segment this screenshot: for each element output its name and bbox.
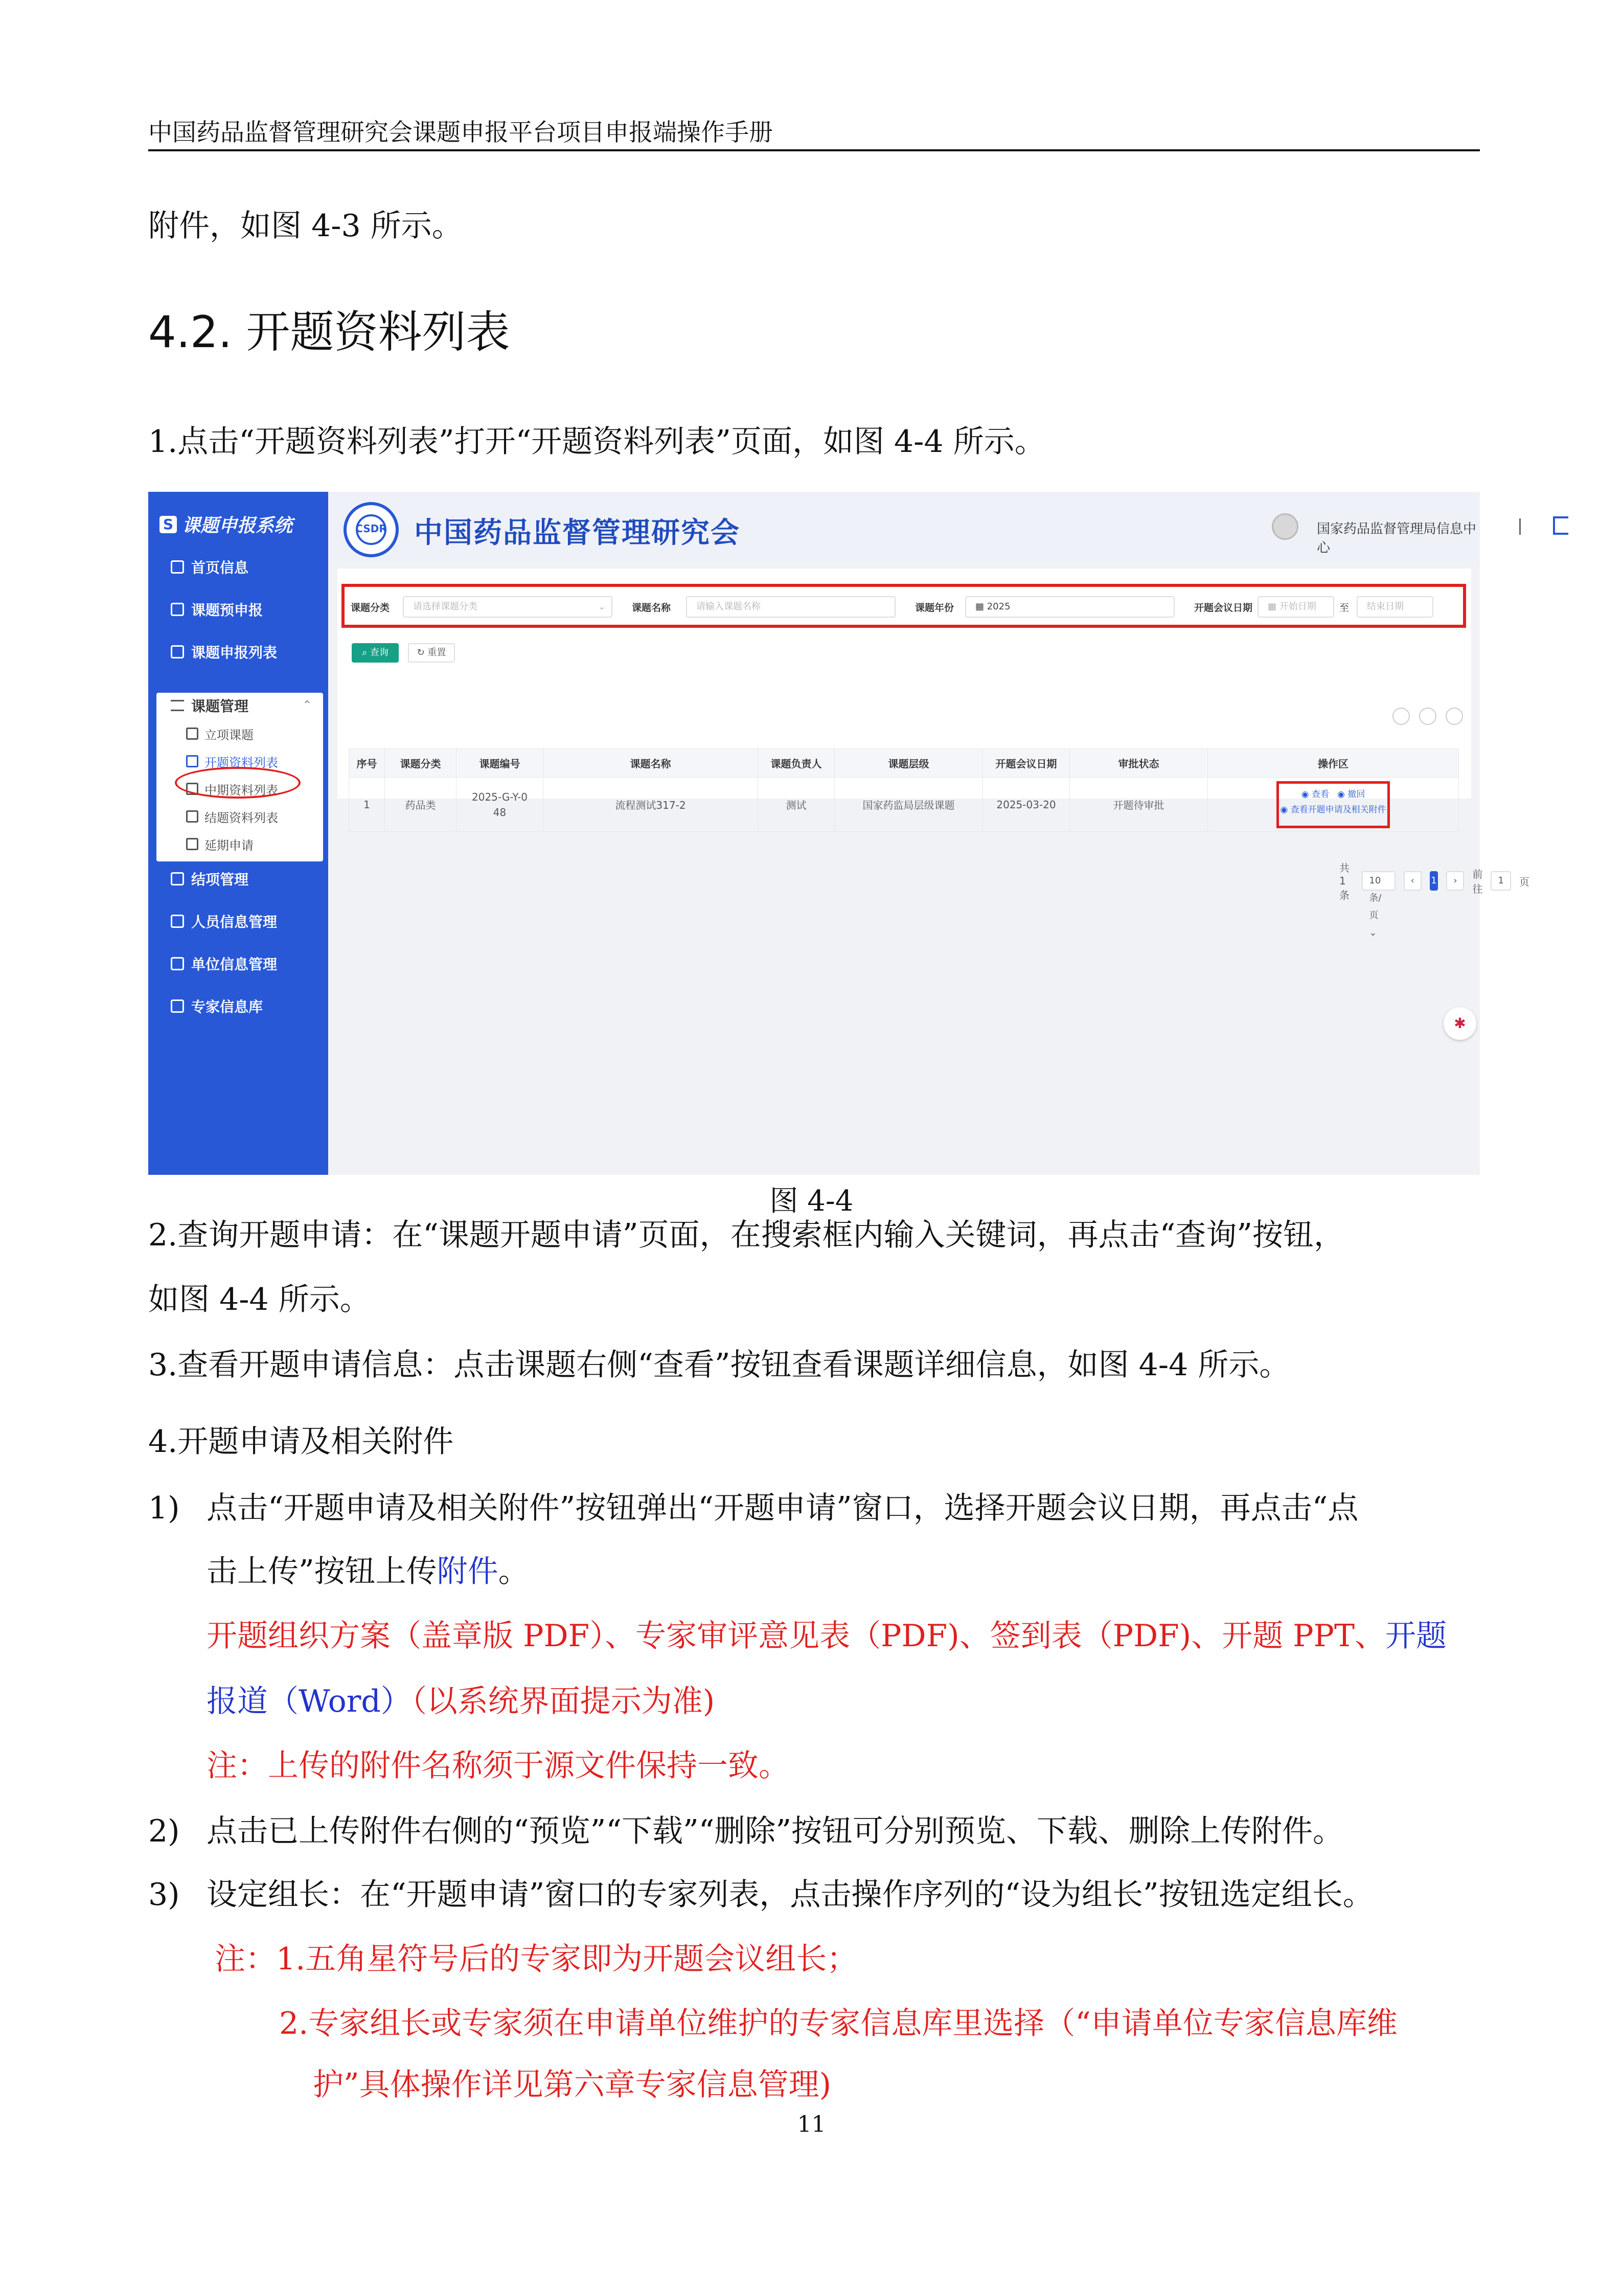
ops-highlight: [1276, 781, 1390, 828]
cell-ops: [1208, 778, 1459, 832]
category-label: 课题分类: [351, 602, 390, 613]
note-2-line-1: 2.专家组长或专家须在申请单位维护的专家信息库里选择（“申请单位专家信息库维: [279, 2006, 1398, 2041]
step-2-line-2: 如图 4-4 所示。: [148, 1282, 371, 1317]
table-header-cell: 序号: [349, 749, 385, 778]
header-rule: [148, 149, 1480, 151]
screenshot-figure: [148, 492, 1529, 1175]
year-label: 课题年份: [915, 602, 954, 613]
withdraw-link[interactable]: ◉ 撤回: [1337, 789, 1365, 800]
user-name: 国家药品监督管理局信息中心: [1317, 521, 1477, 556]
doc-icon: [186, 838, 198, 850]
table-row: [349, 778, 1459, 832]
cell-category: 药品类: [385, 778, 456, 832]
columns-icon[interactable]: [1446, 708, 1463, 725]
table-header-cell: 课题名称: [543, 749, 758, 778]
item-1-attachment-list-cont: 报道（Word）（以系统界面提示为准): [207, 1684, 715, 1719]
sliders-icon: [171, 700, 184, 711]
nav-closing[interactable]: 结项管理: [148, 866, 328, 892]
top-bar: [328, 492, 1480, 561]
cell-level: 国家药监局层级课题: [835, 778, 983, 832]
item-3-num: 3): [148, 1877, 180, 1913]
nav-sub-item-active[interactable]: 开题资料列表: [156, 748, 323, 775]
note-1: 注：1.五角星符号后的专家即为开题会议组长；: [215, 1941, 858, 1977]
range-to: 至: [1339, 602, 1350, 613]
chevron-down-icon: ⌄: [1369, 927, 1377, 938]
table-header-cell: 操作区: [1208, 749, 1459, 778]
logout-icon[interactable]: [1553, 516, 1568, 535]
chevron-down-icon: ⌄: [598, 602, 605, 611]
item-2-num: 2): [148, 1813, 180, 1849]
current-page[interactable]: 1: [1430, 871, 1438, 891]
divider: [1519, 518, 1521, 535]
refresh-icon: ↻: [417, 647, 428, 658]
table-header-cell: 课题负责人: [758, 749, 835, 778]
step-3: 3.查看开题申请信息：点击课题右侧“查看”按钮查看课题详细信息，如图 4-4 所示。: [148, 1347, 1290, 1383]
nav-sub-item[interactable]: 延期申请: [156, 831, 323, 857]
start-date-input[interactable]: ▦ 开始日期: [1258, 596, 1334, 618]
table-header-cell: 课题编号: [456, 749, 543, 778]
doc-icon: [186, 728, 198, 740]
search-toggle-icon[interactable]: [1392, 708, 1410, 725]
view-link[interactable]: ◉ 查看: [1301, 789, 1329, 800]
next-page-button[interactable]: [1446, 871, 1464, 891]
cell-date: 2025-03-20: [983, 778, 1070, 832]
doc-icon: [186, 810, 198, 823]
pagination: [1339, 860, 1529, 938]
chevron-right-icon: ›: [1453, 875, 1457, 886]
table-header-cell: 开题会议日期: [983, 749, 1070, 778]
calendar-icon: ▦: [975, 601, 987, 612]
list-icon: [171, 999, 184, 1013]
item-1-note: 注：上传的附件名称须于源文件保持一致。: [207, 1748, 789, 1784]
avatar[interactable]: [1272, 513, 1298, 540]
user-icon: [171, 915, 184, 928]
list-icon: [171, 645, 184, 658]
goto-label: 前往: [1472, 868, 1483, 895]
eye-icon: ◉: [1301, 789, 1312, 800]
list-icon: [171, 957, 184, 970]
year-picker[interactable]: ▦ 2025: [965, 596, 1175, 618]
step-2-line-1: 2.查询开题申请：在“课题开题申请”页面，在搜索框内输入关键词，再点击“查询”按钮，: [148, 1217, 1344, 1253]
nav-personnel[interactable]: 人员信息管理: [148, 908, 328, 934]
nav-manage[interactable]: 课题管理 ⌃: [156, 693, 323, 718]
attachment-term: 附件: [437, 1554, 498, 1589]
item-1-line-1: 点击“开题申请及相关附件”按钮弹出“开题申请”窗口，选择开题会议日期，再点击“点: [207, 1490, 1359, 1526]
prev-page-button[interactable]: [1404, 871, 1422, 891]
item-2-text: 点击已上传附件右侧的“预览”“下载”“删除”按钮可分别预览、下载、删除上传附件。: [207, 1813, 1344, 1849]
nav-experts[interactable]: 专家信息库: [148, 993, 328, 1019]
nav-sub-item[interactable]: 结题资料列表: [156, 803, 323, 830]
refresh-icon[interactable]: [1419, 708, 1436, 725]
total-count: 共 1 条: [1339, 862, 1350, 901]
attachment-link[interactable]: ◉ 查看开题申请及相关附件: [1280, 805, 1386, 815]
name-input[interactable]: 请输入课题名称: [686, 596, 896, 618]
edit-icon: [171, 603, 184, 616]
name-label: 课题名称: [632, 602, 671, 613]
org-emblem: [344, 502, 399, 557]
eye-icon: ◉: [1337, 789, 1348, 800]
floating-assistant-icon[interactable]: ✱: [1444, 1007, 1476, 1040]
cell-name: 流程测试317-2: [543, 778, 758, 832]
cell-code: 2025-G-Y-048: [456, 778, 543, 832]
highlight-ellipse: [175, 767, 301, 799]
intro-line: 附件，如图 4-3 所示。: [148, 208, 463, 244]
nav-pre-apply[interactable]: 课题预申报: [148, 597, 328, 622]
table-header-cell: 审批状态: [1070, 749, 1208, 778]
search-bar-highlight: [341, 584, 1466, 628]
item-1-attachment-list: 开题组织方案（盖章版 PDF）、专家审评意见表（PDF)、签到表（PDF)、开题 PPT、开题: [207, 1618, 1447, 1654]
goto-input[interactable]: 1: [1491, 871, 1511, 891]
nav-home[interactable]: 首页信息: [148, 554, 328, 580]
page-number: 11: [797, 2111, 826, 2138]
end-date-input[interactable]: 结束日期: [1357, 596, 1433, 618]
table-header-cell: 课题层级: [835, 749, 983, 778]
step-1: 1.点击“开题资料列表”打开“开题资料列表”页面，如图 4-4 所示。: [148, 424, 1045, 460]
page-size-select[interactable]: 10条/页 ⌄: [1362, 871, 1395, 891]
item-1-num: 1): [148, 1490, 180, 1526]
emblem-text: CSDR: [355, 522, 387, 535]
cell-status: 开题待审批: [1070, 778, 1208, 832]
sidebar: [148, 492, 328, 1175]
content-panel: [337, 569, 1529, 938]
running-header: 中国药品监督管理研究会课题申报平台项目申报端操作手册: [148, 119, 773, 147]
note-2-line-2: 护”具体操作详见第六章专家信息管理): [313, 2067, 832, 2103]
search-icon: ⌕: [362, 647, 370, 658]
app-logo: [159, 511, 292, 537]
reset-button[interactable]: ↻ 重置: [408, 643, 455, 663]
page-unit: 页: [1519, 875, 1529, 888]
item-1-line-2: 击上传”按钮上传附件。: [207, 1554, 529, 1589]
chevron-left-icon: ‹: [1410, 875, 1414, 886]
chevron-up-icon: ⌃: [302, 699, 312, 712]
calendar-icon: ▦: [1268, 601, 1279, 612]
step-4: 4.开题申请及相关附件: [148, 1424, 454, 1460]
logo-icon: S: [159, 516, 177, 533]
meeting-date-label: 开题会议日期: [1194, 602, 1253, 613]
cell-index: 1: [349, 778, 385, 832]
nav-sub-item[interactable]: 中期资料列表: [156, 776, 323, 802]
home-icon: [171, 560, 184, 574]
data-table: [349, 748, 1459, 832]
doc-icon: [186, 755, 198, 767]
table-header-cell: 课题分类: [385, 749, 456, 778]
nav-sub-item[interactable]: 立项课题: [156, 720, 323, 747]
item-3-text: 设定组长：在“开题申请”窗口的专家列表，点击操作序列的“设为组长”按钮选定组长。: [207, 1877, 1374, 1913]
org-name: 中国药品监督管理研究会: [414, 516, 740, 550]
eye-icon: ◉: [1280, 805, 1291, 815]
section-title: 4.2. 开题资料列表: [148, 307, 510, 358]
nav-apply-list[interactable]: 课题申报列表: [148, 639, 328, 665]
list-icon: [171, 872, 184, 885]
cell-leader: 测试: [758, 778, 835, 832]
figure-caption: 图 4-4: [769, 1185, 854, 1218]
query-button[interactable]: ⌕ 查询: [352, 643, 399, 663]
table-header-row: [349, 749, 1459, 778]
nav-unit[interactable]: 单位信息管理: [148, 951, 328, 976]
app-name: 课题申报系统: [182, 515, 293, 536]
category-select[interactable]: 请选择课题分类 ⌄: [403, 596, 612, 618]
